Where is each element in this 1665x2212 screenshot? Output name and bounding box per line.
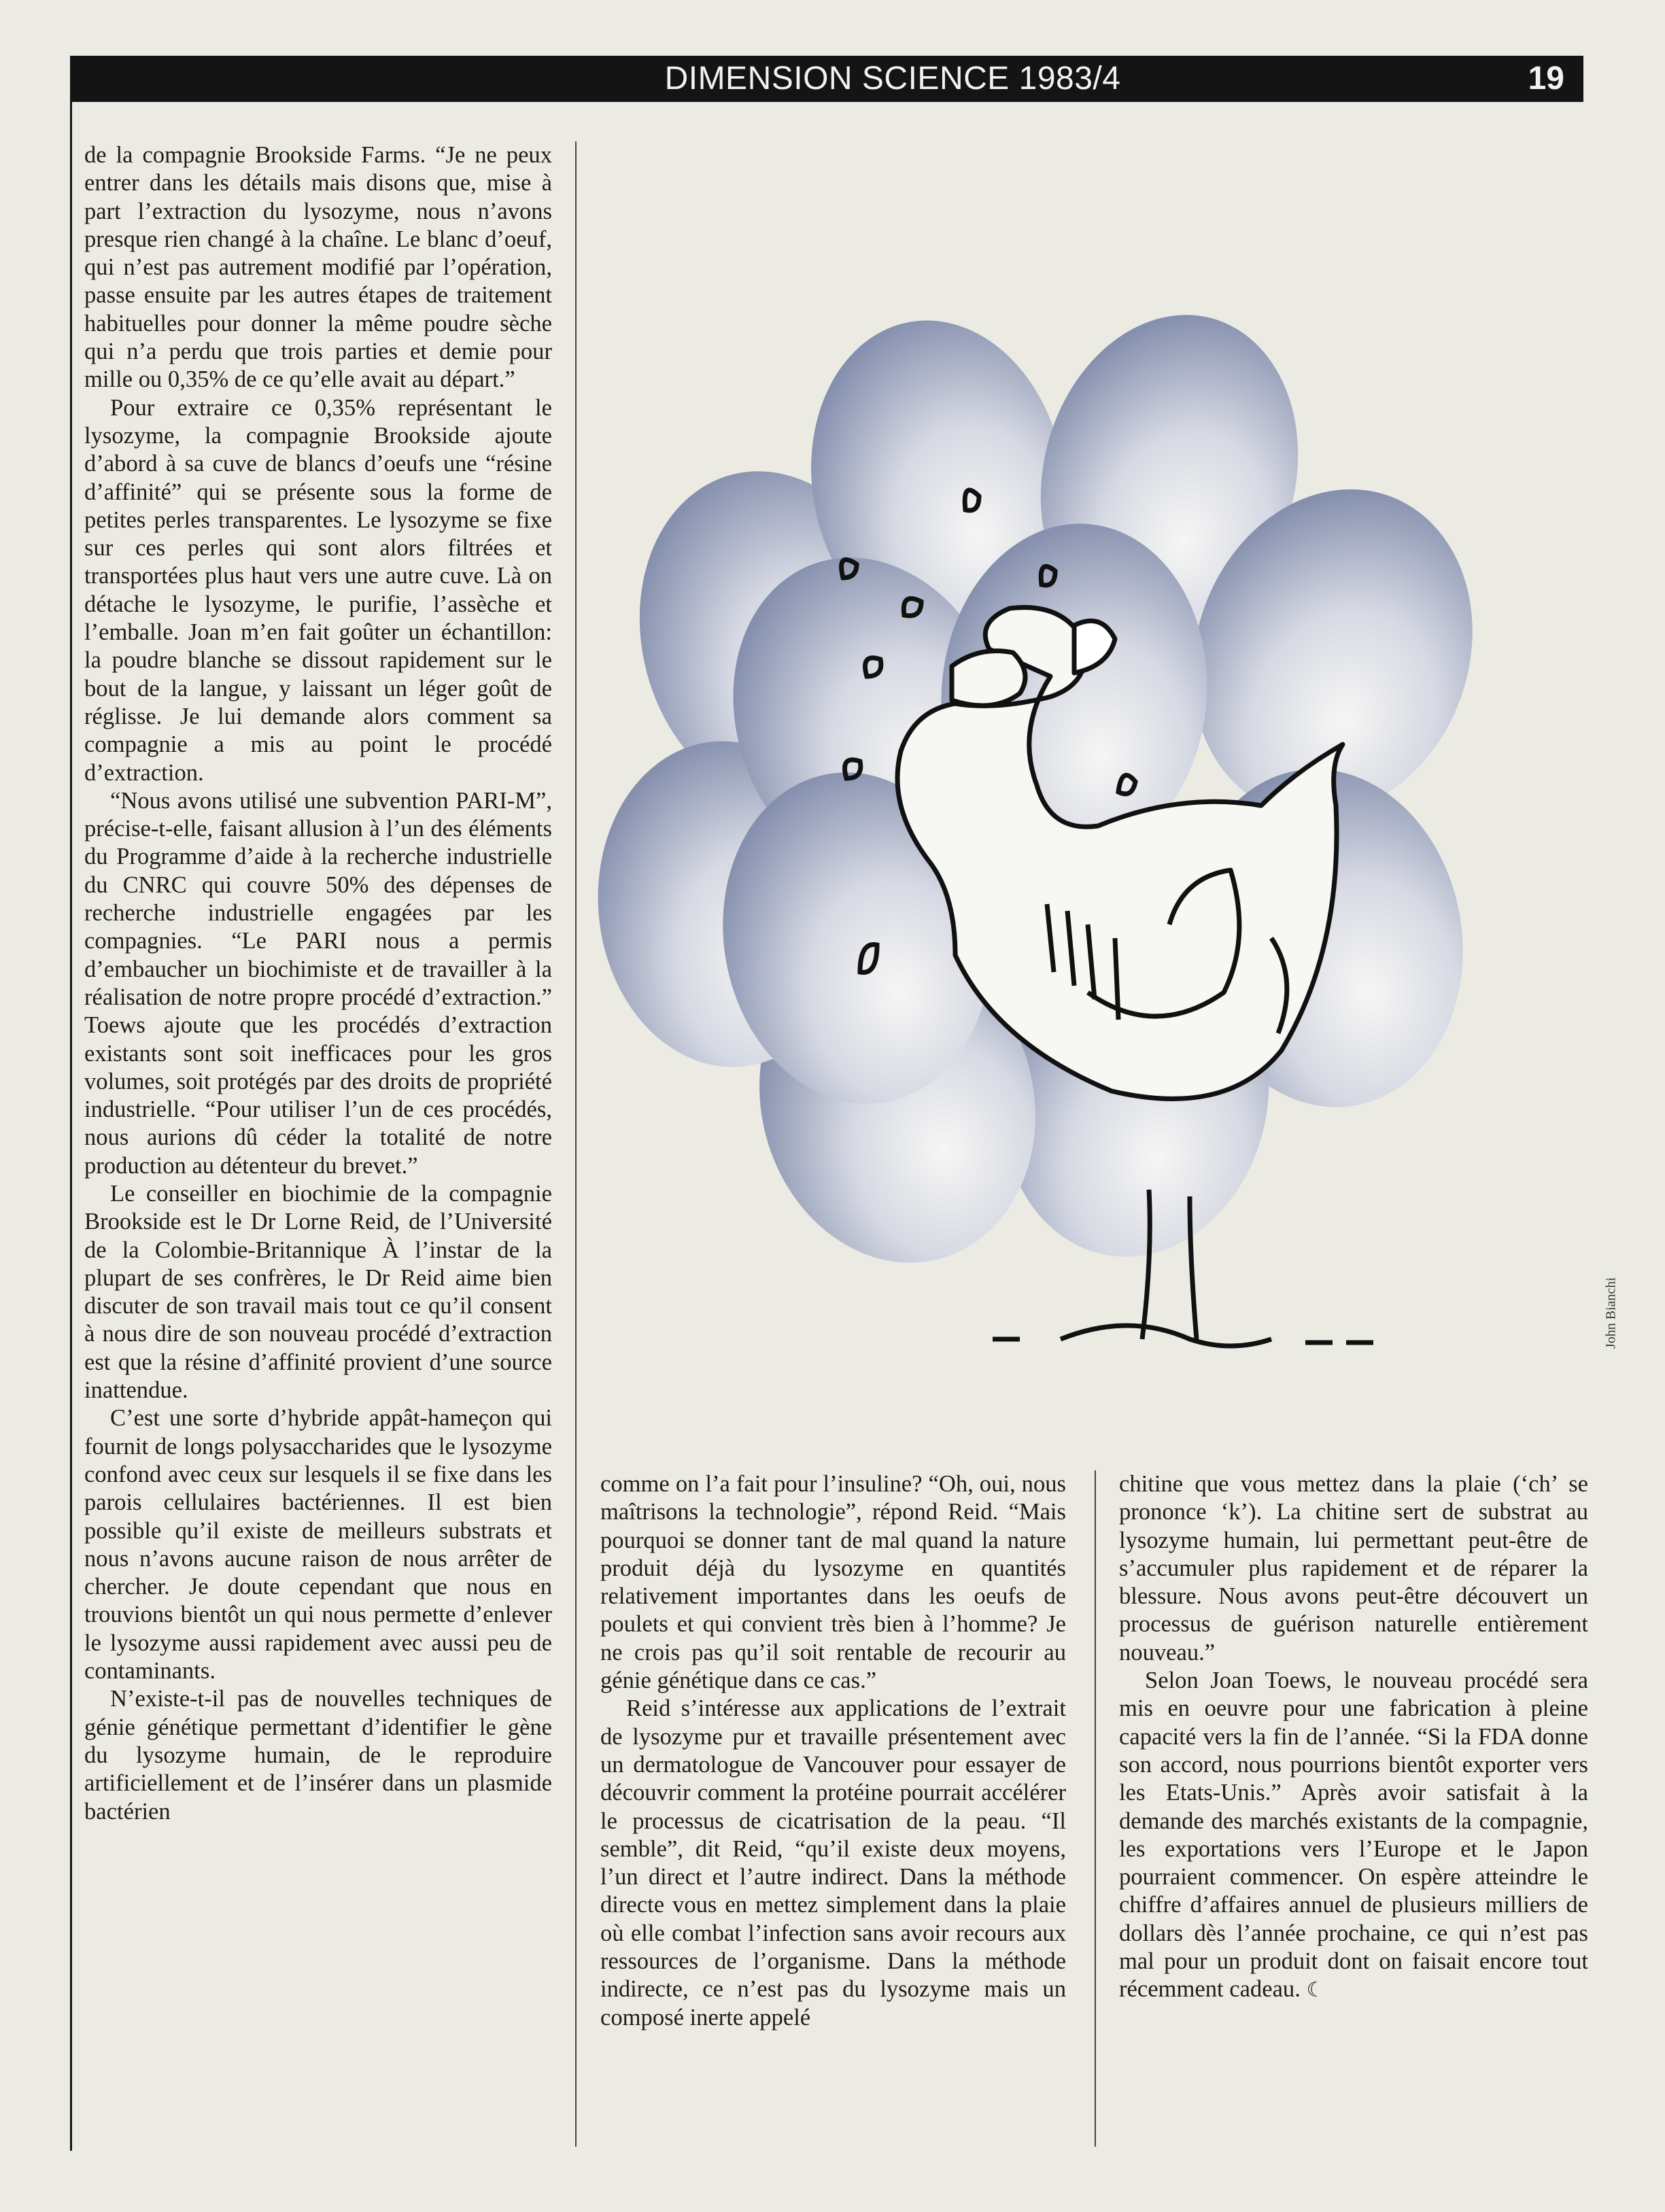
paragraph-text: Selon Joan Toews, le nouveau procédé sera mis en oeuvre pour une fabrication à pleine capacité vers la fin de l’année. “Si la FDA donne son accord, nous pourrions bientôt exporter vers les Etats-Unis.” Après avoir satisfait à la demande des marchés existants de la compagnie, les exportations vers l’Europe et le Japon pourraient commencer. On espère atteindre le chiffre d’affaires annuel de plusieurs milliers de dollars dès l’année prochaine, ce qui n’est pas mal pour un produit dont on faisait encore tout récemment cadeau. [1119,1667,1588,2003]
paragraph: “Nous avons utilisé une subvention PARI-M”, précise-t-elle, faisant allusion à l’un des éléments du Programme d’aide à la recherche industrielle du CNRC qui couvre 50% des dépenses de recherche industrielle engagées par les compagnies. “Le PARI nous a permis d’embaucher un biochimiste et de travailler à la réalisation de notre propre procédé d’extraction.” Toews ajoute que les procédés d’extraction existants sont soit inefficaces pour les gros volumes, soit protégés par des droits de propriété industrielle. “Pour utiliser l’un de ces procédés, nous aurions dû céder la totalité de notre production au détenteur du brevet.” [84,787,552,1179]
article-column-1 [84,141,552,1826]
paragraph: comme on l’a fait pour l’insuline? “Oh, oui, nous maîtrisons la technologie”, répond Reid. “Mais pourquoi se donner tant de mal quand la nature produit déjà du lysozyme en quantités relativement importantes dans les oeufs de poulets et qui convient très bien à l’homme? Je ne crois pas qu’il soit rentable de recourir au génie génétique dans ce cas.” [600,1471,1066,1694]
page-header [70,56,1583,102]
paragraph: chitine que vous mettez dans la plaie (‘ch’ se prononce ‘k’). La chitine sert de substrat au lysozyme humain, lui permettant peut-être de s’accumuler plus rapidement et de réparer la blessure. Nous avons peut-être découvert un processus de guérison naturelle entièrement nouveau.” [1119,1471,1588,1665]
crying-hen-illustration [571,258,1591,1360]
paragraph: C’est une sorte d’hybride appât-hameçon qui fournit de longs polysaccharides que le lysozyme confond avec ceux sur lesquels il se fixe dans les parois cellulaires bactériennes. Il est bien possible qu’il existe de meilleurs substrats et nous n’avons aucune raison de nous arrêter de chercher. Je doute cependant que nous en trouvions bientôt un qui nous permette d’enlever le lysozyme aussi rapidement avec aussi peu de contaminants. [84,1405,552,1684]
paragraph: Pour extraire ce 0,35% représentant le lysozyme, la compagnie Brookside ajoute d’abord à sa cuve de blancs d’oeufs une “résine d’affinité” qui se présente sous la forme de petites perles transparentes. Le lysozyme se fixe sur ces perles qui sont alors filtrées et transportées plus haut vers une autre cuve. Là on détache le lysozyme, le purifie, l’assèche et l’emballe. Joan m’en fait goûter un échantillon: la poudre blanche se dissout rapidement sur le bout de la langue, y laissant un léger goût de réglisse. Je lui demande alors comment sa compagnie a mis au point le procédé d’extraction. [84,394,552,786]
end-of-article-mark: ☾ [1306,1978,1325,2003]
egg-cluster [585,286,1517,1294]
paragraph: Reid s’intéresse aux applications de l’extrait de lysozyme pur et travaille présentement avec un dermatologue de Vancouver pour essayer de découvrir comment la protéine pourrait accélérer le processus de cicatrisation de la peau. “Il semble”, dit Reid, “qu’il existe deux moyens, l’un direct et l’autre indirect. Dans la méthode directe vous en mettez simplement dans la plaie où elle combat l’infection sans avoir recours aux ressources de l’organisme. Dans la méthode indirecte, ce n’est pas du lysozyme mais un composé inerte appelé [600,1695,1066,2030]
paragraph [1119,1667,1588,2005]
article-column-2 [600,1470,1066,2032]
paragraph: de la compagnie Brookside Farms. “Je ne peux entrer dans les détails mais disons que, mise à part l’extraction du lysozyme, nous n’avons presque rien changé à la chaîne. Le blanc d’oeuf, qui n’est pas autrement modifié par l’opération, passe ensuite par les autres étapes de traitement habituelles pour donner la même poudre sèche qui n’a perdu que trois parties et demie pour mille ou 0,35% de ce qu’elle avait au départ.” [84,142,552,393]
paragraph: N’existe-t-il pas de nouvelles techniques de génie génétique permettant d’identifier le gène du lysozyme humain, de le reproduire artificiellement et de l’insérer dans un plasmide bactérien [84,1686,552,1825]
page-number: 19 [1528,61,1564,97]
paragraph: Le conseiller en biochimie de la compagnie Brookside est le Dr Lorne Reid, de l’Université de la Colombie-Britannique À l’instar de la plupart de ses confrères, le Dr Reid aime bien discuter de son travail mais tout ce qu’il consent à nous dire de son nouveau procédé d’extraction est que la résine d’affinité provient d’une source inattendue. [84,1180,552,1404]
column-rule-2 [1095,1470,1096,2147]
photo-credit: John Bianchi [1603,1277,1619,1349]
left-margin-rule [70,56,72,2151]
magazine-title: DIMENSION SCIENCE 1983/4 [664,61,1121,97]
article-column-3 [1119,1470,1588,2005]
